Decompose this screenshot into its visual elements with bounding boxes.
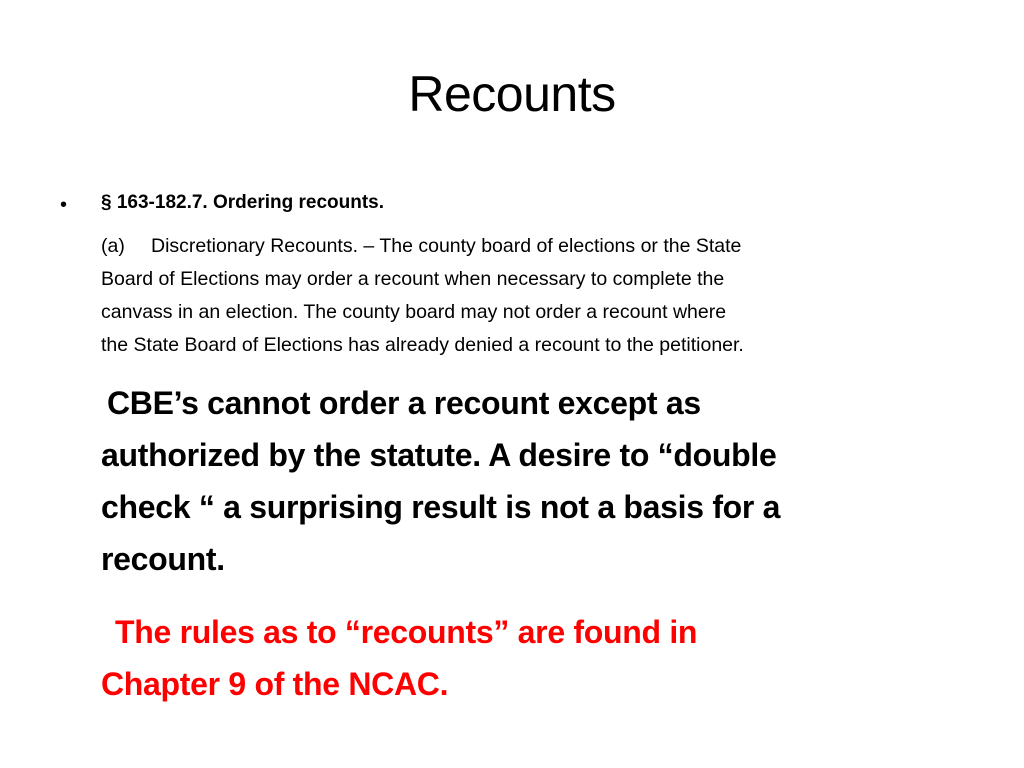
emphasis-line: CBE’s cannot order a recount except as (107, 385, 701, 421)
emphasis-line: check “ a surprising result is not a basis for a (101, 489, 781, 525)
paragraph-line: Board of Elections may order a recount when necessary to complete the (101, 268, 725, 290)
note-line: The rules as to “recounts” are found in (115, 614, 698, 650)
statute-heading: § 163-182.7. Ordering recounts. (101, 192, 385, 213)
ncac-note (101, 606, 1001, 710)
paragraph-label: (a) (101, 235, 125, 257)
paragraph-line: canvass in an election. The county board may not order a recount where (101, 301, 727, 323)
emphasis-text (101, 377, 1001, 585)
emphasis-line: authorized by the statute. A desire to “double (101, 437, 777, 473)
paragraph-line: the State Board of Elections has already denied a recount to the petitioner. (101, 334, 744, 356)
bullet-point: • (60, 194, 68, 216)
paragraph-line (101, 230, 981, 263)
paragraph-line-text: Discretionary Recounts. – The county board of elections or the State (151, 235, 742, 257)
statute-paragraph (101, 230, 981, 362)
note-line: Chapter 9 of the NCAC. (101, 666, 449, 702)
emphasis-line: recount. (101, 541, 225, 577)
slide-title: Recounts (408, 66, 616, 122)
